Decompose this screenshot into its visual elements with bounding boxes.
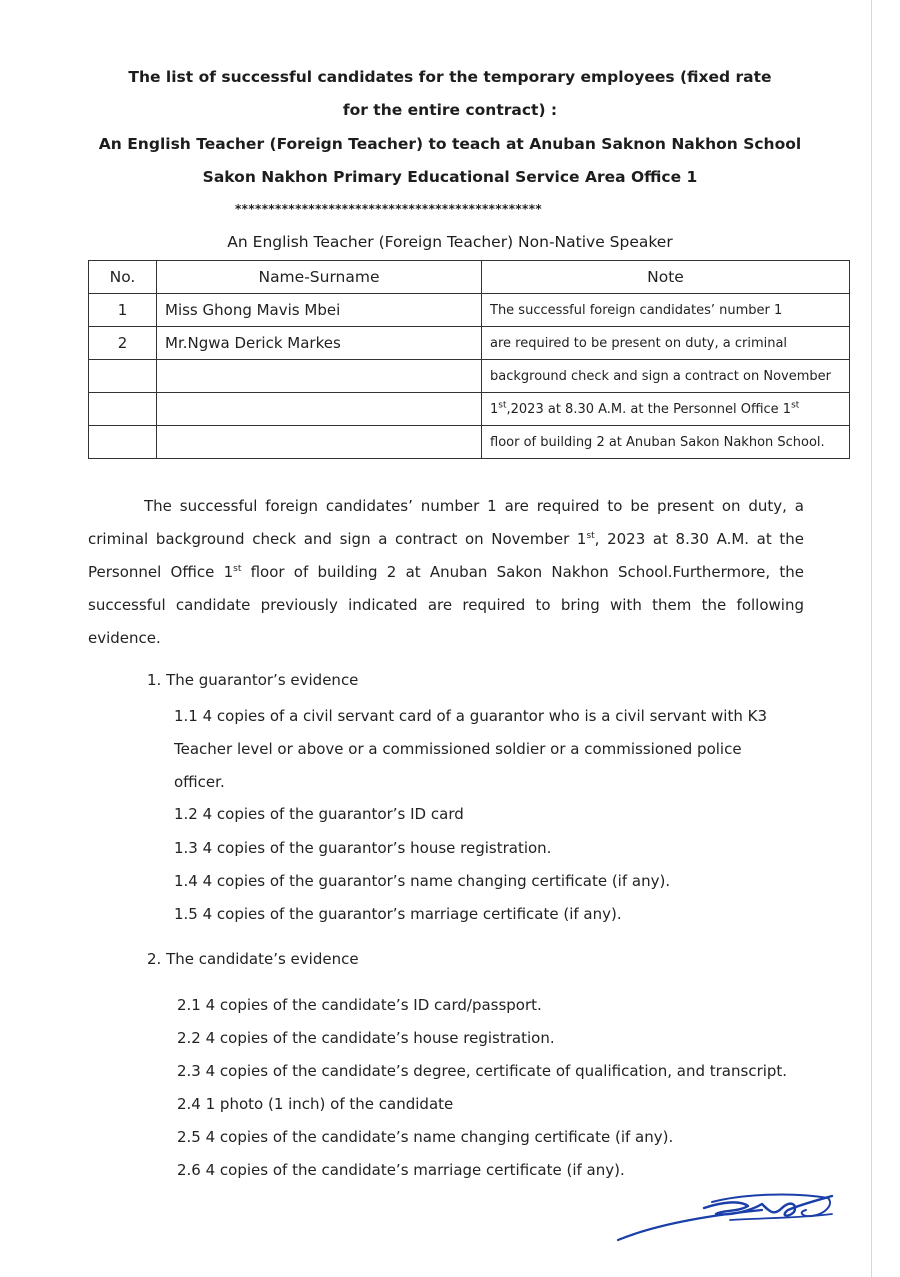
cell-name: Mr.Ngwa Derick Markes <box>157 327 482 360</box>
ordinal-suffix: st <box>791 400 800 411</box>
instructions-paragraph <box>88 490 804 655</box>
list-item: 2.4 1 photo (1 inch) of the candidate <box>177 1095 454 1113</box>
header-no: No. <box>89 261 157 294</box>
list-item: 2.1 4 copies of the candidate’s ID card/passport. <box>177 996 542 1014</box>
list-item: 1.1 4 copies of a civil servant card of a guarantor who is a civil servant with K3 <box>174 707 768 725</box>
list-item: officer. <box>174 773 225 791</box>
cell-name <box>157 426 482 459</box>
table-caption: An English Teacher (Foreign Teacher) Non-Native Speaker <box>227 233 673 251</box>
ordinal-suffix: st <box>498 400 507 411</box>
list-item: 1.3 4 copies of the guarantor’s house registration. <box>174 839 552 857</box>
table-row <box>89 393 850 426</box>
cell-no: 2 <box>89 327 157 360</box>
ordinal-suffix: st <box>586 531 595 541</box>
note-date-day: 1 <box>490 401 499 417</box>
list-item: 2.2 4 copies of the candidate’s house registration. <box>177 1029 555 1047</box>
cell-no: 1 <box>89 294 157 327</box>
cell-no <box>89 393 157 426</box>
list-item: 2.5 4 copies of the candidate’s name changing certificate (if any). <box>177 1128 674 1146</box>
table-row <box>89 294 850 327</box>
list-item: Teacher level or above or a commissioned soldier or a commissioned police <box>174 740 742 758</box>
paragraph-part-3: floor of building 2 at Anuban Sakon Nakhon School.Furthermore, the successful candidate previously indicated are required to bring with them the following evidence. <box>88 563 805 647</box>
section-2-heading: 2. The candidate’s evidence <box>147 950 359 968</box>
cell-note: floor of building 2 at Anuban Sakon Nakhon School. <box>482 426 850 459</box>
cell-name: Miss Ghong Mavis Mbei <box>157 294 482 327</box>
title-line-1: The list of successful candidates for the temporary employees (fixed rate <box>128 68 772 86</box>
cell-note: background check and sign a contract on November <box>482 360 850 393</box>
note-date-rest: ,2023 at 8.30 A.M. at the Personnel Office 1 <box>506 401 792 417</box>
list-item: 1.2 4 copies of the guarantor’s ID card <box>174 805 464 823</box>
paragraph-part-2: , 2023 at 8.30 A.M. at the Personnel Office 1 <box>88 530 804 581</box>
ordinal-suffix: st <box>233 564 242 574</box>
cell-note <box>482 393 850 426</box>
list-item: 2.3 4 copies of the candidate’s degree, certificate of qualification, and transcript. <box>177 1062 788 1080</box>
list-item: 2.6 4 copies of the candidate’s marriage certificate (if any). <box>177 1161 625 1179</box>
table-row <box>89 426 850 459</box>
title-line-4: Sakon Nakhon Primary Educational Service Area Office 1 <box>202 168 698 186</box>
title-line-3: An English Teacher (Foreign Teacher) to teach at Anuban Saknon Nakhon School <box>98 135 802 153</box>
list-item: 1.4 4 copies of the guarantor’s name changing certificate (if any). <box>174 872 671 890</box>
cell-no <box>89 360 157 393</box>
signature-image <box>612 1186 842 1246</box>
section-1-heading: 1. The guarantor’s evidence <box>147 671 359 689</box>
table-row <box>89 327 850 360</box>
asterisk-separator: ********************************************** <box>235 202 543 216</box>
table-row <box>89 360 850 393</box>
cell-name <box>157 360 482 393</box>
header-name-surname: Name-Surname <box>157 261 482 294</box>
header-note: Note <box>482 261 850 294</box>
title-line-2: for the entire contract) : <box>342 101 558 119</box>
list-item: 1.5 4 copies of the guarantor’s marriage certificate (if any). <box>174 905 622 923</box>
table-header-row <box>89 261 850 294</box>
paragraph-part-1: The successful foreign candidates’ number 1 are required to be present on duty, a criminal background check and sign a contract on November 1 <box>88 497 804 548</box>
cell-note: The successful foreign candidates’ number 1 <box>482 294 850 327</box>
cell-no <box>89 426 157 459</box>
candidates-table <box>88 260 850 459</box>
cell-name <box>157 393 482 426</box>
cell-note: are required to be present on duty, a criminal <box>482 327 850 360</box>
